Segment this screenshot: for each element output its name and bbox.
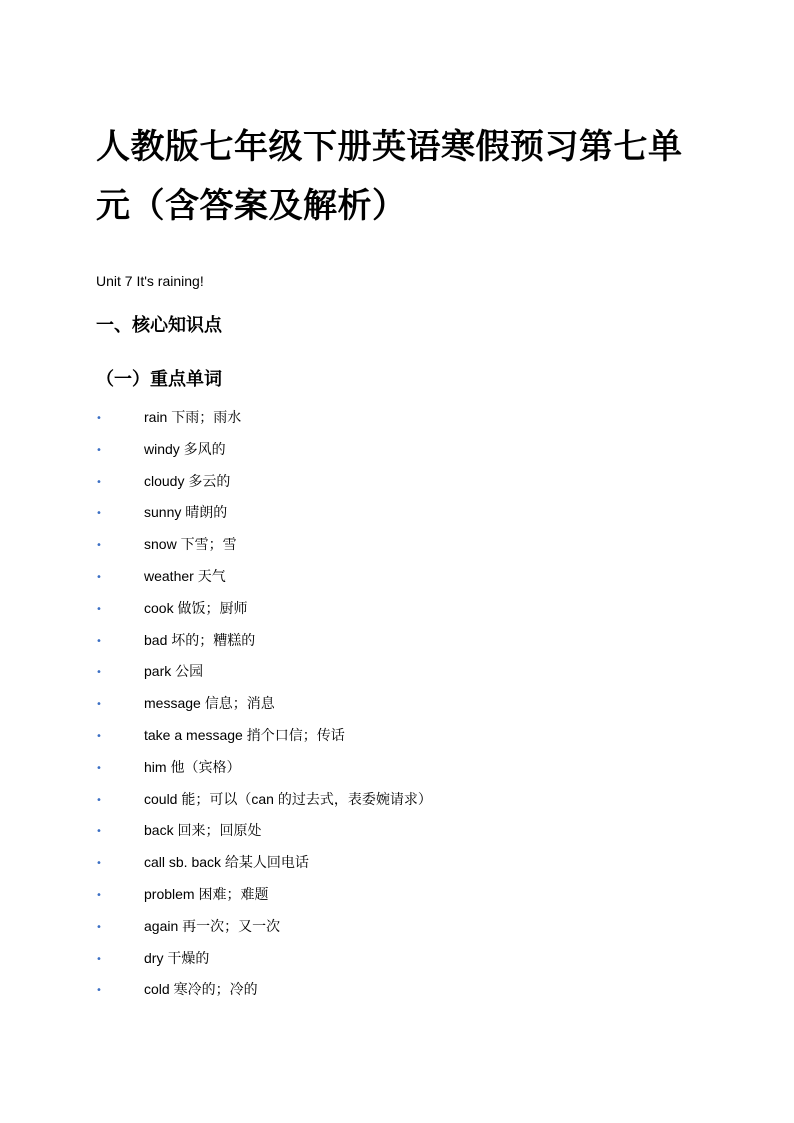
vocabulary-entry: park 公园 — [144, 663, 204, 680]
bullet-icon: • — [96, 635, 102, 647]
bullet-icon: • — [96, 508, 102, 520]
vocabulary-entry: windy 多风的 — [144, 440, 226, 457]
bullet-icon: • — [96, 762, 102, 774]
bullet-icon: • — [96, 985, 102, 997]
vocabulary-entry: dry 干燥的 — [144, 949, 210, 966]
vocabulary-entry: take a message 捎个口信；传话 — [144, 726, 345, 743]
vocabulary-entry: cook 做饭；厨师 — [144, 599, 248, 616]
list-item — [0, 916, 794, 948]
bullet-icon: • — [96, 476, 102, 488]
vocabulary-entry: problem 困难；难题 — [144, 885, 269, 902]
vocabulary-entry: weather 天气 — [144, 567, 226, 584]
list-item — [0, 757, 794, 789]
list-item — [0, 725, 794, 757]
bullet-icon: • — [96, 953, 102, 965]
vocabulary-entry: message 信息；消息 — [144, 695, 275, 712]
list-item — [0, 630, 794, 662]
list-item — [0, 598, 794, 630]
bullet-icon: • — [96, 921, 102, 933]
bullet-icon: • — [96, 730, 102, 742]
section-heading: 一、核心知识点 — [96, 315, 222, 336]
list-item — [0, 407, 794, 439]
list-item — [0, 566, 794, 598]
bullet-icon: • — [96, 794, 102, 806]
unit-line: Unit 7 It's raining! — [96, 273, 204, 289]
vocabulary-entry: cold 寒冷的；冷的 — [144, 981, 258, 998]
vocabulary-entry: cloudy 多云的 — [144, 472, 231, 489]
list-item — [0, 439, 794, 471]
vocabulary-entry: snow 下雪；雪 — [144, 536, 237, 553]
list-item — [0, 471, 794, 503]
vocabulary-entry: sunny 晴朗的 — [144, 504, 228, 521]
list-item — [0, 852, 794, 884]
vocabulary-list — [0, 407, 794, 1011]
bullet-icon: • — [96, 826, 102, 838]
vocabulary-entry: bad 坏的；糟糕的 — [144, 631, 256, 648]
list-item — [0, 820, 794, 852]
list-item — [0, 502, 794, 534]
vocabulary-entry: back 回来；回原处 — [144, 822, 262, 839]
list-item — [0, 979, 794, 1011]
list-item — [0, 693, 794, 725]
list-item — [0, 884, 794, 916]
vocabulary-entry: rain 下雨；雨水 — [144, 409, 242, 425]
bullet-icon: • — [96, 667, 102, 679]
bullet-icon: • — [96, 444, 102, 456]
vocabulary-entry: could 能；可以（can 的过去式，表委婉请求） — [144, 790, 432, 807]
list-item — [0, 789, 794, 821]
sub-heading: （一）重点单词 — [96, 369, 222, 390]
bullet-icon: • — [96, 858, 102, 870]
bullet-icon: • — [96, 413, 102, 424]
bullet-icon: • — [96, 699, 102, 711]
bullet-icon: • — [96, 540, 102, 552]
vocabulary-entry: again 再一次；又一次 — [144, 917, 281, 934]
vocabulary-entry: call sb. back 给某人回电话 — [144, 854, 309, 871]
list-item — [0, 534, 794, 566]
bullet-icon: • — [96, 603, 102, 615]
document-title: 人教版七年级下册英语寒假预习第七单元（含答案及解析） — [96, 127, 683, 226]
list-item — [0, 948, 794, 980]
list-item — [0, 661, 794, 693]
bullet-icon: • — [96, 889, 102, 901]
vocabulary-entry: him 他（宾格） — [144, 758, 241, 775]
bullet-icon: • — [96, 571, 102, 583]
